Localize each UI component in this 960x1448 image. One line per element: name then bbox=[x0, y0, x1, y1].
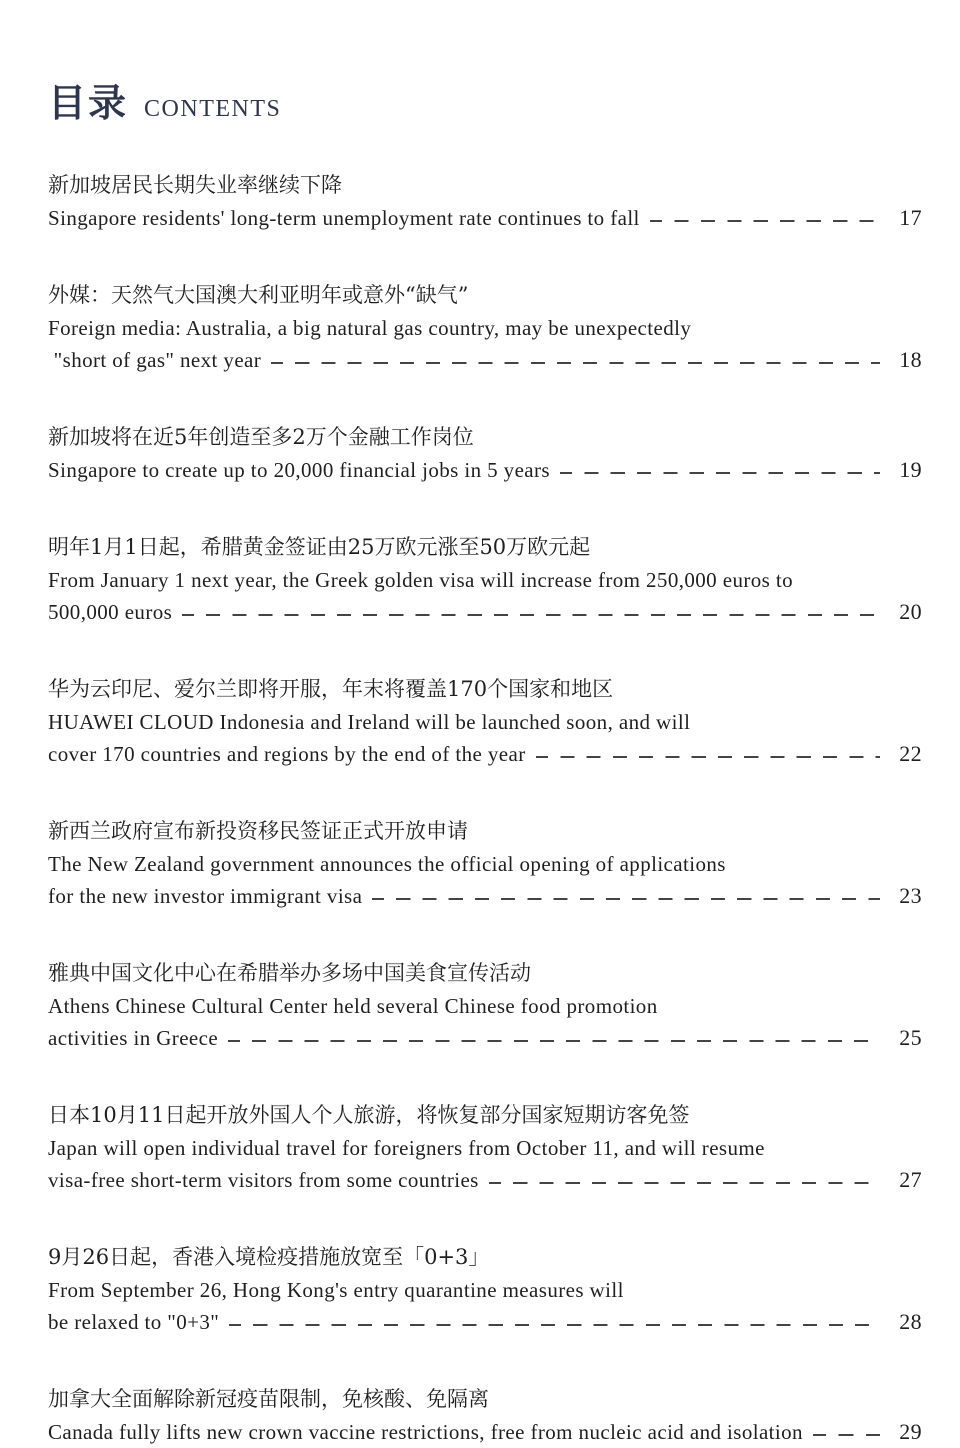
dot-leader bbox=[372, 898, 880, 900]
toc-entry-title-en bbox=[48, 312, 922, 376]
toc-entry[interactable] bbox=[48, 672, 922, 770]
toc-entry-title-en-line bbox=[48, 738, 922, 770]
dot-leader bbox=[536, 756, 880, 758]
dot-leader bbox=[489, 1182, 880, 1184]
dot-leader bbox=[271, 362, 880, 364]
page-title bbox=[48, 72, 281, 127]
toc-entry-title-en-text: From September 26, Hong Kong's entry quarantine measures will bbox=[48, 1278, 624, 1302]
toc-entry[interactable] bbox=[48, 530, 922, 628]
toc-entry-title-en-text: 500,000 euros bbox=[48, 600, 173, 624]
toc-entry-title-en bbox=[48, 564, 922, 628]
toc-entry-title-en-line bbox=[48, 454, 922, 486]
toc-entry-title-en-line bbox=[48, 1022, 922, 1054]
toc-entry-title-en-line bbox=[48, 706, 922, 738]
toc-entry-title-en-text: visa-free short-term visitors from some countries bbox=[48, 1168, 479, 1192]
toc-entry-title-cn: 新西兰政府宣布新投资移民签证正式开放申请 bbox=[48, 819, 468, 843]
toc-entry[interactable] bbox=[48, 1098, 922, 1196]
toc-entry-title-cn: 9月26日起，香港入境检疫措施放宽至「0+3」 bbox=[48, 1245, 490, 1269]
toc-entry-title-en-text: activities in Greece bbox=[48, 1026, 219, 1050]
toc-entry-title-en bbox=[48, 848, 922, 912]
toc-entry-page-number: 22 bbox=[899, 741, 922, 766]
toc-entry-title-en-text: Singapore residents' long-term unemployment rate continues to fall bbox=[48, 206, 640, 230]
toc-entry-title-en bbox=[48, 202, 922, 234]
toc-entry[interactable] bbox=[48, 814, 922, 912]
dot-leader bbox=[229, 1324, 880, 1326]
toc-entry-title-en-text: Athens Chinese Cultural Center held several Chinese food promotion bbox=[48, 994, 658, 1018]
toc-entry-title-en-text: be relaxed to "0+3" bbox=[48, 1310, 220, 1334]
dot-leader bbox=[650, 220, 880, 222]
toc-entry[interactable] bbox=[48, 1240, 922, 1338]
toc-entry[interactable] bbox=[48, 956, 922, 1054]
toc-entry-title-en bbox=[48, 990, 922, 1054]
toc-entry-page-number: 29 bbox=[899, 1419, 922, 1444]
dot-leader bbox=[813, 1434, 880, 1436]
toc-entry-title-cn: 新加坡居民长期失业率继续下降 bbox=[48, 173, 342, 197]
toc-entry-title-en-text: Singapore to create up to 20,000 financial jobs in 5 years bbox=[48, 458, 550, 482]
toc-entry-title-en-text: Canada fully lifts new crown vaccine restrictions, free from nucleic acid and isolation bbox=[48, 1420, 803, 1444]
toc-entry-title-cn: 华为云印尼、爱尔兰即将开服，年末将覆盖170个国家和地区 bbox=[48, 677, 614, 701]
dot-leader bbox=[560, 472, 880, 474]
toc-entry-title-en-line bbox=[48, 990, 922, 1022]
toc-entry-title-en-line bbox=[48, 1306, 922, 1338]
toc-entry[interactable] bbox=[48, 420, 922, 486]
toc-entry-title-en bbox=[48, 706, 922, 770]
toc-entry-title-en-text: for the new investor immigrant visa bbox=[48, 884, 363, 908]
toc-entry-title-en bbox=[48, 1274, 922, 1338]
toc-entry-page-number: 18 bbox=[899, 347, 922, 372]
toc-entry-title-en-line bbox=[48, 848, 922, 880]
toc-entry-title-en-line bbox=[48, 1164, 922, 1196]
toc-entry-page-number: 25 bbox=[899, 1025, 922, 1050]
page-title-cn: 目录 bbox=[48, 80, 129, 125]
toc-entry-title-en-line bbox=[48, 1416, 922, 1448]
toc-entry-title-en-line bbox=[48, 1132, 922, 1164]
toc-entry-title-cn: 雅典中国文化中心在希腊举办多场中国美食宣传活动 bbox=[48, 961, 531, 985]
toc-entry-title-en bbox=[48, 454, 922, 486]
table-of-contents bbox=[48, 168, 922, 1448]
toc-entry[interactable] bbox=[48, 1382, 922, 1448]
toc-entry-title-en-line bbox=[48, 1274, 922, 1306]
toc-entry[interactable] bbox=[48, 278, 922, 376]
toc-entry-title-cn: 明年1月1日起，希腊黄金签证由25万欧元涨至50万欧元起 bbox=[48, 535, 591, 559]
toc-entry-title-en bbox=[48, 1132, 922, 1196]
toc-entry-title-en-line bbox=[48, 344, 922, 376]
toc-entry-page-number: 23 bbox=[899, 883, 922, 908]
toc-entry-title-en-text: Japan will open individual travel for foreigners from October 11, and will resume bbox=[48, 1136, 765, 1160]
toc-entry-title-en-text: cover 170 countries and regions by the end of the year bbox=[48, 742, 526, 766]
toc-entry[interactable] bbox=[48, 168, 922, 234]
toc-entry-title-en-text: HUAWEI CLOUD Indonesia and Ireland will be launched soon, and will bbox=[48, 710, 691, 734]
toc-entry-title-en bbox=[48, 1416, 922, 1448]
dot-leader bbox=[228, 1040, 880, 1042]
toc-entry-title-en-line bbox=[48, 312, 922, 344]
toc-entry-page-number: 17 bbox=[899, 205, 922, 230]
toc-entry-title-en-line bbox=[48, 596, 922, 628]
toc-entry-title-en-text: From January 1 next year, the Greek golden visa will increase from 250,000 euros to bbox=[48, 568, 793, 592]
toc-entry-title-en-text: Foreign media: Australia, a big natural gas country, may be unexpectedly bbox=[48, 316, 692, 340]
toc-entry-title-en-line bbox=[48, 564, 922, 596]
toc-entry-title-en-text: The New Zealand government announces the official opening of applications bbox=[48, 852, 726, 876]
toc-entry-page-number: 28 bbox=[899, 1309, 922, 1334]
toc-entry-title-cn: 日本10月11日起开放外国人个人旅游，将恢复部分国家短期访客免签 bbox=[48, 1103, 690, 1127]
toc-entry-title-en-line bbox=[48, 880, 922, 912]
toc-entry-page-number: 20 bbox=[899, 599, 922, 624]
page-title-en: CONTENTS bbox=[144, 96, 282, 122]
toc-entry-title-en-text: "short of gas" next year bbox=[48, 348, 262, 372]
dot-leader bbox=[182, 614, 880, 616]
toc-entry-title-en-line bbox=[48, 202, 922, 234]
toc-entry-page-number: 19 bbox=[899, 457, 922, 482]
toc-entry-page-number: 27 bbox=[899, 1167, 922, 1192]
toc-entry-title-cn: 新加坡将在近5年创造至多2万个金融工作岗位 bbox=[48, 425, 474, 449]
toc-entry-title-cn: 外媒：天然气大国澳大利亚明年或意外“缺气” bbox=[48, 283, 469, 307]
toc-entry-title-cn: 加拿大全面解除新冠疫苗限制，免核酸、免隔离 bbox=[48, 1387, 489, 1411]
